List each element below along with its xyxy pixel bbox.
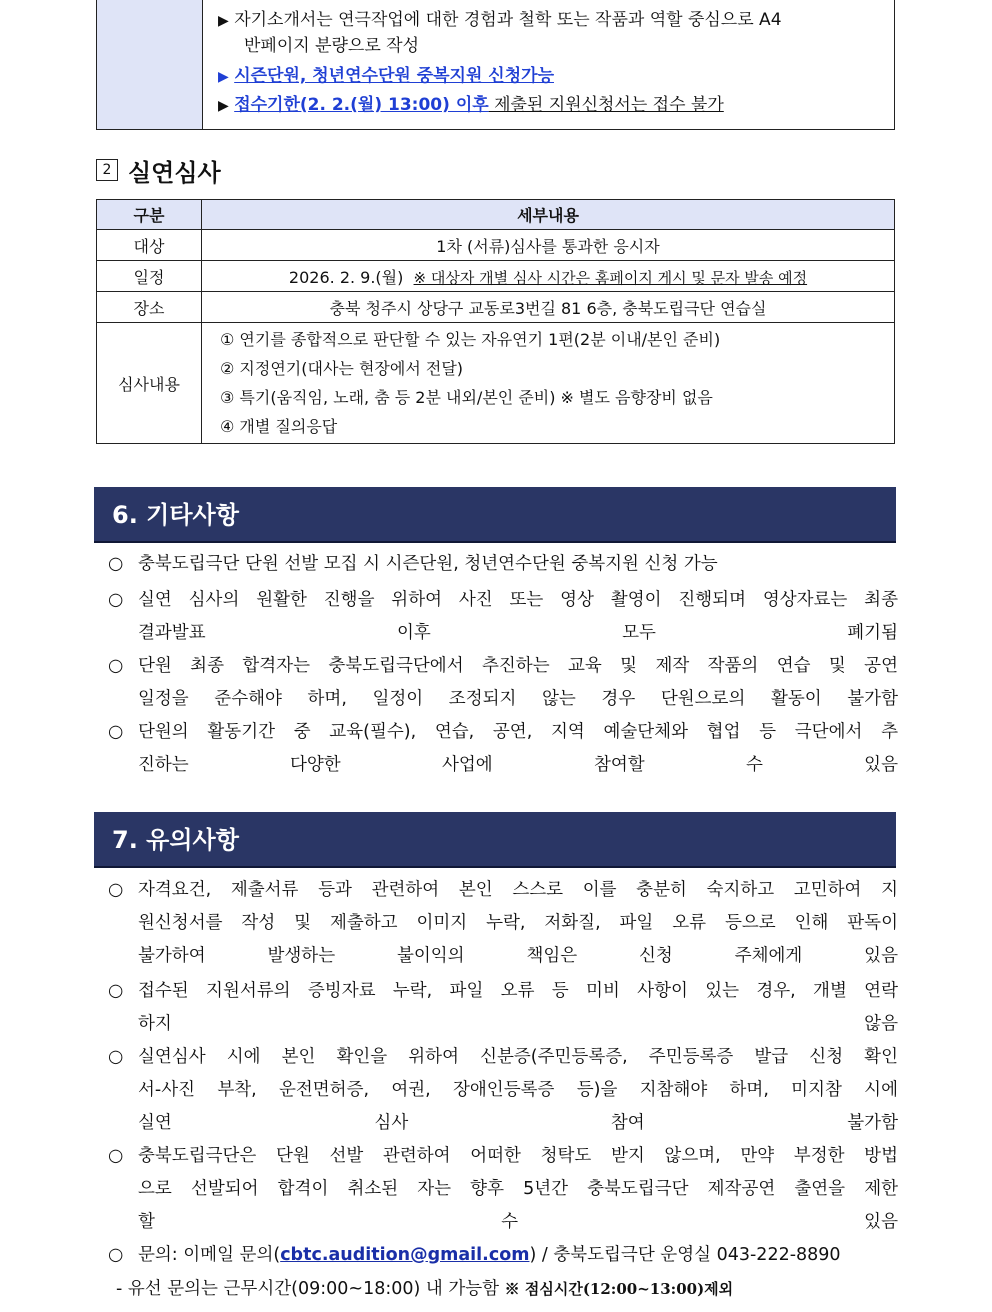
audition-content-list [202, 323, 895, 444]
list-item [108, 1041, 898, 1140]
item-text: 단원 최종 합격자는 충북도립극단에서 추진하는 교육 및 제작 작품의 연습 및 공연 일정을 준수해야 하며, 일정이 조정되지 않는 경우 단원으로의 활동이 불가함 [138, 656, 898, 709]
list-item [108, 548, 898, 581]
bullet-circle-icon: ○ [108, 554, 124, 574]
bullet-circle-icon: ○ [108, 1245, 124, 1265]
note-deadline: ▶ 접수기한(2. 2.(월) 13:00) 이후 제출된 지원신청서는 접수 불가 [218, 95, 724, 115]
bullet-circle-icon: ○ [108, 1047, 124, 1067]
bullet-circle-icon: ○ [108, 590, 124, 610]
item-text: 접수된 지원서류의 증빙자료 누락, 파일 오류 등 미비 사항이 있는 경우, 개별 연락 하지 않음 [138, 981, 898, 1034]
bullet-circle-icon: ○ [108, 880, 124, 900]
list-item [108, 716, 898, 782]
section6-banner: 6. 기타사항 [94, 487, 896, 543]
bullet-circle-icon: ○ [108, 722, 124, 742]
header-details: 세부내용 [202, 200, 895, 230]
item-text: 충북도립극단은 단원 선발 관련하여 어떠한 청탁도 받지 않으며, 만약 부정한 방법 으로 선발되어 합격이 취소된 자는 향후 5년간 충북도립극단 제작공연 출연을 제한 할 수 있음 [138, 1146, 898, 1232]
list-item: ① 연기를 종합적으로 판단할 수 있는 자유연기 1편(2분 이내/본인 준비) [220, 330, 721, 349]
list-item: ④ 개별 질의응답 [220, 417, 338, 436]
list-item [108, 650, 898, 716]
row-value-schedule: 2026. 2. 9.(월) ※ 대상자 개별 심사 시간은 홈페이지 게시 및 문자 발송 예정 [202, 261, 895, 292]
email-link[interactable]: cbtc.audition@gmail.com [280, 1245, 530, 1265]
schedule-note: ※ 대상자 개별 심사 시간은 홈페이지 게시 및 문자 발송 예정 [413, 268, 808, 287]
note-self-intro: ▶ 자기소개서는 연극작업에 대한 경험과 철학 또는 작품과 역할 중심으로 A4 [218, 10, 782, 30]
note-self-intro-cont: 반페이지 분량으로 작성 [244, 36, 420, 56]
row-key: 대상 [97, 230, 202, 261]
header-category: 구분 [97, 200, 202, 230]
arrow-icon: ▶ [218, 98, 229, 114]
row-value: 충북 청주시 상당구 교동로3번길 81 6층, 충북도립극단 연습실 [202, 292, 895, 323]
section-number-box: 2 [96, 159, 118, 181]
list-item [108, 874, 898, 973]
bullet-circle-icon: ○ [108, 656, 124, 676]
item-text: 문의: 이메일 문의(cbtc.audition@gmail.com) / 충북도립극단 운영실 043-222-8890 [138, 1245, 841, 1265]
bullet-circle-icon: ○ [108, 981, 124, 1001]
note-duplicate-apply: ▶ 시즌단원, 청년연수단원 중복지원 신청가능 [218, 66, 554, 86]
row-value: 1차 (서류)심사를 통과한 응시자 [202, 230, 895, 261]
list-item [108, 1140, 898, 1239]
lunch-note: ※ 점심시간(12:00~13:00)제외 [504, 1280, 734, 1298]
bullet-circle-icon: ○ [108, 1146, 124, 1166]
item-text: 충북도립극단 단원 선발 모집 시 시즌단원, 청년연수단원 중복지원 신청 가능 [138, 554, 718, 574]
arrow-icon: ▶ [218, 69, 229, 85]
arrow-icon: ▶ [218, 13, 229, 29]
audition-table [96, 199, 895, 444]
list-item: ② 지정연기(대사는 현장에서 전달) [220, 359, 464, 378]
item-text: 실연심사 시에 본인 확인을 위하여 신분증(주민등록증, 주민등록증 발급 신청 확인 서-사진 부착, 운전면허증, 여권, 장애인등록증 등)을 지참해야 하며, 미지참 시에 실연 심사 참여 불가함 [138, 1047, 898, 1133]
list-item [108, 975, 898, 1041]
item-text: 단원의 활동기간 중 교육(필수), 연습, 공연, 지역 예술단체와 협업 등 극단에서 추 진하는 다양한 사업에 참여할 수 있음 [138, 722, 898, 775]
section-title: 실연심사 [128, 159, 221, 187]
phone-note: - 유선 문의는 근무시간(09:00~18:00) 내 가능함 ※ 점심시간(12:00~13:00)제외 [116, 1279, 734, 1299]
row-key: 장소 [97, 292, 202, 323]
list-item [108, 584, 898, 650]
list-item: ③ 특기(움직임, 노래, 춤 등 2분 내외/본인 준비) ※ 별도 음향장비 없음 [220, 388, 713, 407]
section7-banner: 7. 유의사항 [94, 812, 896, 868]
top-table-left-cell [97, 0, 203, 129]
item-text: 자격요건, 제출서류 등과 관련하여 본인 스스로 이를 충분히 숙지하고 고민하여 지 원신청서를 작성 및 제출하고 이미지 누락, 저화질, 파일 오류 등으로 인해 판독이 불가하여 발생하는 불이익의 책임은 신청 주체에게 있음 [138, 880, 898, 966]
contact-item [108, 1239, 898, 1272]
row-key: 심사내용 [97, 323, 202, 444]
row-key: 일정 [97, 261, 202, 292]
item-text: 실연 심사의 원활한 진행을 위하여 사진 또는 영상 촬영이 진행되며 영상자료는 최종 결과발표 이후 모두 폐기됨 [138, 590, 898, 643]
